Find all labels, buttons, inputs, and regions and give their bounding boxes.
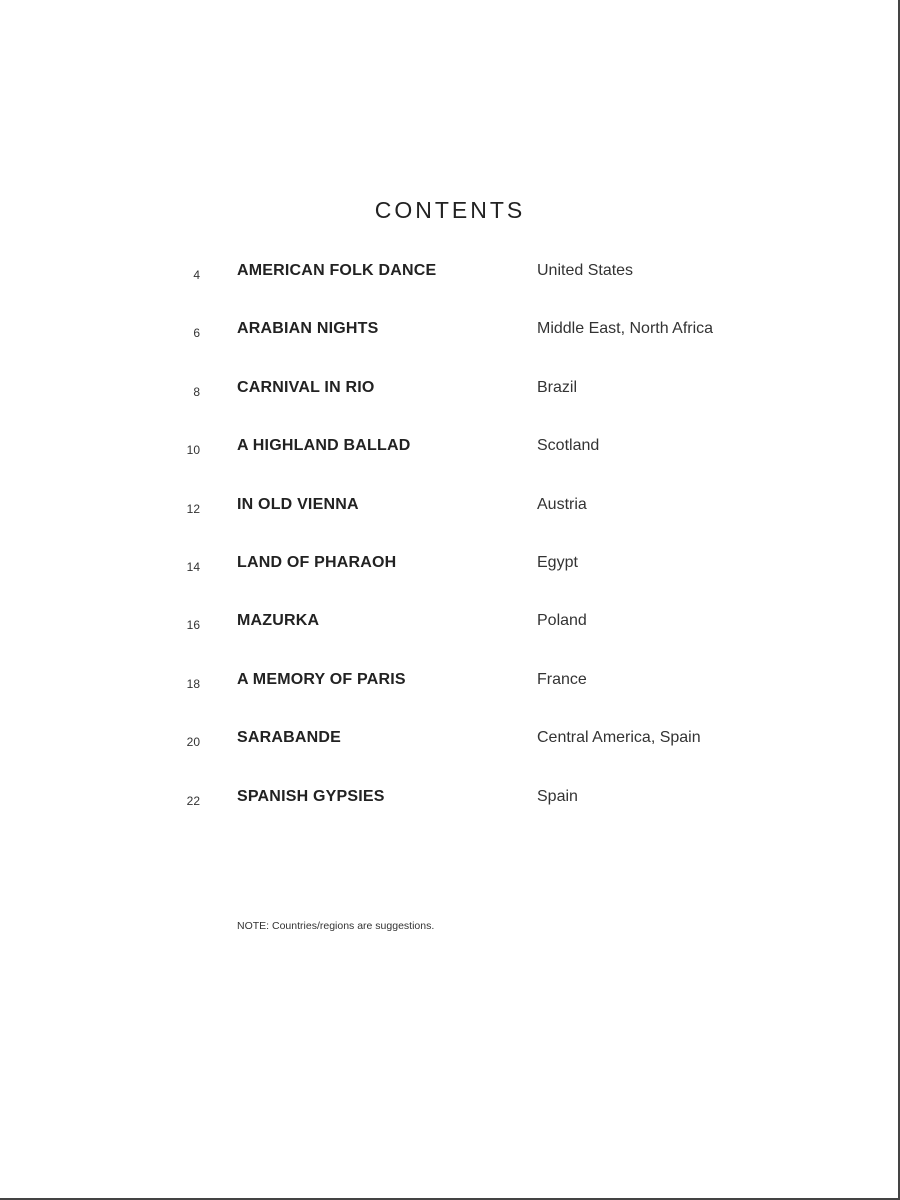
- contents-row: [0, 729, 900, 787]
- song-region: France: [537, 670, 587, 688]
- page-number: 22: [186, 793, 200, 808]
- contents-row: [0, 671, 900, 729]
- contents-row: [0, 379, 900, 437]
- contents-row: [0, 788, 900, 846]
- song-title: A HIGHLAND BALLAD: [237, 437, 411, 455]
- contents-row: [0, 496, 900, 554]
- page-number: 14: [186, 559, 200, 574]
- page-number: 16: [186, 618, 200, 633]
- song-region: Central America, Spain: [537, 729, 701, 747]
- song-title: A MEMORY OF PARIS: [237, 670, 406, 688]
- page-number: 18: [186, 676, 200, 691]
- song-region: Egypt: [537, 553, 578, 571]
- page-number: 6: [193, 326, 200, 341]
- song-title: SARABANDE: [237, 729, 342, 747]
- song-title: ARABIAN NIGHTS: [237, 320, 379, 338]
- song-title: LAND OF PHARAOH: [237, 553, 397, 571]
- page-number: 12: [186, 501, 200, 516]
- contents-list: [0, 262, 900, 846]
- contents-row: [0, 554, 900, 612]
- page-number: 20: [186, 735, 200, 750]
- page-number: 10: [186, 443, 200, 458]
- contents-row: [0, 262, 900, 320]
- page-number: 4: [193, 268, 200, 282]
- song-region: Austria: [537, 495, 587, 513]
- page-title: CONTENTS: [374, 197, 526, 224]
- song-region: Scotland: [537, 437, 600, 455]
- song-title: CARNIVAL IN RIO: [237, 378, 375, 396]
- footnote: NOTE: Countries/regions are suggestions.: [237, 919, 435, 932]
- contents-row: [0, 320, 900, 378]
- contents-row: [0, 437, 900, 495]
- song-region: Middle East, North Africa: [537, 320, 714, 338]
- song-region: Poland: [537, 612, 587, 630]
- song-title: AMERICAN FOLK DANCE: [237, 262, 437, 279]
- song-region: United States: [537, 262, 634, 279]
- contents-row: [0, 612, 900, 670]
- song-title: SPANISH GYPSIES: [237, 787, 385, 805]
- song-region: Spain: [537, 787, 578, 805]
- song-region: Brazil: [537, 378, 578, 396]
- song-title: IN OLD VIENNA: [237, 495, 359, 513]
- page-number: 8: [193, 384, 200, 399]
- song-title: MAZURKA: [237, 612, 320, 630]
